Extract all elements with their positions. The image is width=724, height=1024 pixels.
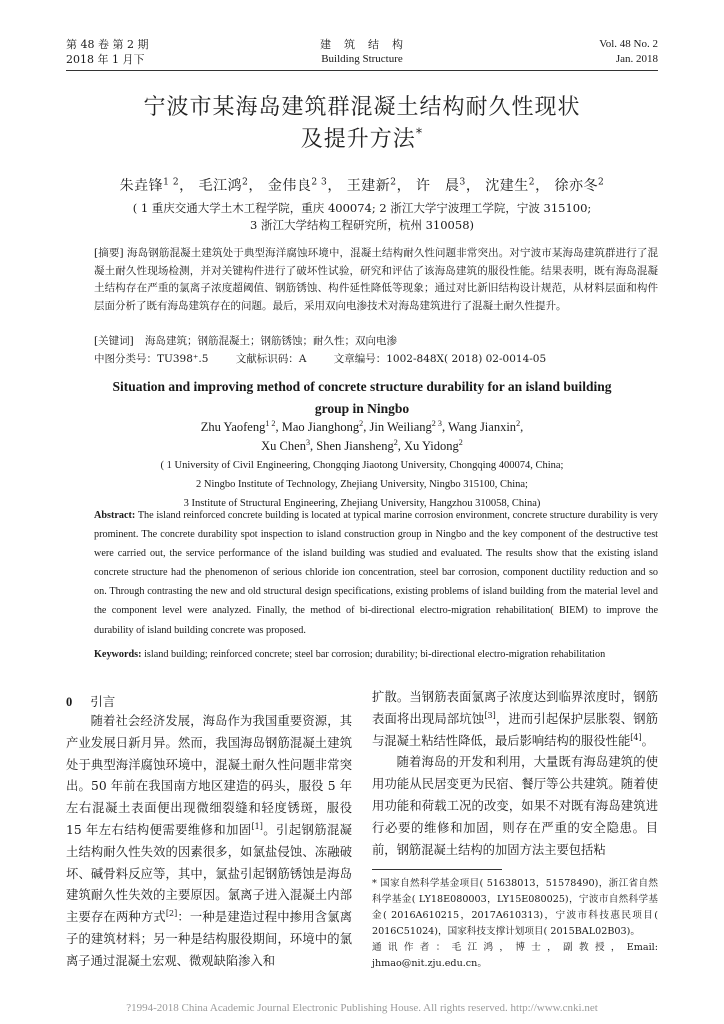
journal-name: 建 筑 结 构 Building Structure: [320, 38, 404, 65]
keywords-label-cn: [关键词]: [94, 335, 134, 347]
section-number: 0: [66, 695, 73, 709]
funding-note: * 国家自然科学基金项目( 51638013，51578490)，浙江省自然科学基金( LY18E080003，LY15E080025)，宁波市自然科学基金( 2016A610215，2017A610313)，宁波市科技惠民项目( 2016C51024)，国家科技支撑计划项目( 2015BAL02B03)。: [372, 878, 658, 937]
body-right-column: [372, 687, 658, 861]
author: Zhu Yaofeng$^{1 2}$: [200, 418, 276, 434]
author: Xu Chen$^3$: [261, 437, 311, 453]
author: Wang Jianxin$^2$: [447, 418, 521, 434]
article-number: 1002-848X( 2018) 02-0014-05: [386, 353, 547, 365]
abstract-label-en: Abstract:: [94, 510, 136, 521]
keywords-text-en: island building; reinforced concrete; steel bar corrosion; durability; bi-directional electro-migration rehabilitation: [144, 649, 606, 660]
abstract-en: [94, 506, 658, 640]
affiliations-en: ( 1 University of Civil Engineering, Chongqing Jiaotong University, Chongqing 400074, China; 2 Ningbo Institute of Technology, Zhejiang University, Ningbo 315100, China; 3 Institute of Structural Engineering, Zhejiang University, Hangzhou 310058, China): [160, 460, 564, 509]
classification-line: 中图分类号：TU398⁺.5 文献标识码：A 文章编号：1002-848X( 2018) 02-0014-05: [94, 353, 547, 365]
body-left-column: 随着社会经济发展，海岛作为我国重要资源，其产业发展日新月异。然而，我国海岛钢筋混凝土建筑处于典型海洋腐蚀环境中，混凝土耐久性问题非常突出。50 年前在我国南方地区建造的码头，服役 5 年左右混凝土表面便出现微细裂缝和轻度锈斑，服役 15 年左右结构便需要维修和加固[1]。引起钢筋混凝土结构耐久性失效的因素很多，如氯盐侵蚀、冻融破坏、碱骨料反应等，其中，氯盐引起钢筋锈蚀是海岛建筑耐久性失效的主要原因。氯离子进入混凝土内部主要存在两种方式[2]：一种是建造过程中掺用含氯离子的建筑材料；另一种是结构服役期间，环境中的氯离子通过混凝土宏观、微观缺陷渗入和: [66, 714, 352, 968]
author: 毛江鸿$^2$: [198, 177, 249, 194]
section-title: 引言: [90, 694, 116, 709]
section-heading: [66, 692, 115, 712]
citation: [2]: [165, 909, 178, 919]
affiliations-cn: ( 1 重庆交通大学土木工程学院，重庆 400074; 2 浙江大学宁波理工学院，宁波 315100; 3 浙江大学结构工程研究所，杭州 310058): [132, 201, 592, 232]
footnote-divider: [372, 869, 502, 870]
clc-number: TU398⁺.5: [157, 353, 209, 365]
paragraph: 随着海岛的开发和利用，大量既有海岛建筑的使用功能从民居变更为民宿、餐厅等公共建筑。随着使用功能和荷载工况的改变，如果不对既有海岛建筑进行必要的维修和加固，则存在严重的安全隐患。目前，钢筋混凝土结构的加固方法主要包括粘: [372, 755, 658, 857]
document-code: A: [298, 353, 307, 365]
author: 许 晨$^3$: [416, 177, 466, 194]
abstract-label-cn: [摘要]: [94, 247, 124, 259]
keywords-cn: [94, 333, 658, 351]
copyright-notice: ?1994-2018 China Academic Journal Electronic Publishing House. All rights reserved. http://www.cnki.net: [126, 1002, 598, 1014]
author: 朱垚锋$^{1 2}$: [119, 177, 180, 194]
paper-title: 宁波市某海岛建筑群混凝土结构耐久性现状 及提升方法*: [143, 95, 581, 152]
paragraph: 扩散。当钢筋表面氯离子浓度达到临界浓度时，钢筋表面将出现局部坑蚀[3]，进而引起保护层胀裂、钢筋与混凝土粘结性降低，最后影响结构的服役性能[4]。: [372, 690, 658, 748]
author: Jin Weiliang$^{2 3}$: [369, 418, 442, 434]
corresponding-author-note: 通讯作者：毛江鸿，博士，副教授，Email: jhmao@nit.zju.edu.cn。: [372, 942, 658, 969]
author: 金伟良$^{2 3}$: [267, 177, 328, 194]
citation: [1]: [251, 821, 263, 831]
footnote: [372, 876, 658, 972]
author: 沈建生$^2$: [485, 177, 536, 194]
title-footnote-mark: *: [415, 126, 424, 142]
abstract-text-en: The island reinforced concrete building is located at typical marine corrosion environment, concrete structure durability is very prominent. The concrete durability spot inspection to island construction group in Ningbo and the key component of the destructive test were carried out, the service performance of the island building was studied and evaluated. The results show that the existing island concrete structure had the phenomenon of serious chloride ion concentration, steel bar corrosion, component ductility reduction and so on. Through contrasting the new and old structural design specifications, existing problems of island building from the material level and the component level were analyzed. Finally, the method of bi-directional electro-migration rehabilitation( BIEM) to improve the durability of island building concrete was proposed.: [94, 510, 658, 636]
paper-title-en: Situation and improving method of concrete structure durability for an island building group in Ningbo: [112, 379, 612, 416]
journal-date: Vol. 48 No. 2 Jan. 2018: [599, 38, 658, 65]
keywords-label-en: Keywords:: [94, 649, 142, 660]
author: 王建新$^2$: [346, 177, 397, 194]
citation: [3]: [484, 710, 496, 720]
citation: [4]: [630, 732, 642, 742]
author-list-cn: 朱垚锋$^{1 2}$， 毛江鸿$^2$， 金伟良$^{2 3}$， 王建新$^2$， 许 晨$^3$， 沈建生$^2$， 徐亦冬$^2$: [119, 177, 605, 194]
journal-volume-issue: 第 48 卷 第 2 期 2018 年 1 月下: [66, 38, 149, 66]
abstract-cn: [94, 245, 658, 315]
header-divider: [66, 70, 658, 71]
author: Mao Jianghong$^2$: [281, 418, 364, 434]
keywords-text-cn: 海岛建筑；钢筋混凝土；钢筋锈蚀；耐久性；双向电渗: [145, 335, 398, 347]
keywords-en: [94, 645, 658, 664]
abstract-text-cn: 海岛钢筋混凝土建筑处于典型海洋腐蚀环境中，混凝土结构耐久性问题非常突出。对宁波市某海岛建筑群进行了混凝土耐久性现场检测，并对关键构件进行了破坏性试验，研究和评估了该海岛建筑的服役性能。结果表明，既有海岛混凝土结构存在严重的氯离子浓度超阈值、钢筋锈蚀、构件延性降低等现象；通过对比新旧结构设计规范，从材料层面和构件层面分析了既有海岛建筑存在的问题。最后，采用双向电渗技术对海岛建筑进行了混凝土耐久性提升。: [94, 247, 658, 312]
author-list-en: Zhu Yaofeng$^{1 2}$, Mao Jianghong$^2$, Jin Weiliang$^{2 3}$, Wang Jianxin$^2$, Xu Chen$^3$, Shen Jiansheng$^2$, Xu Yidong$^2$: [200, 418, 524, 453]
author: Shen Jiansheng$^2$: [316, 437, 398, 453]
author: 徐亦冬$^2$: [554, 177, 605, 194]
author: Xu Yidong$^2$: [404, 437, 463, 453]
